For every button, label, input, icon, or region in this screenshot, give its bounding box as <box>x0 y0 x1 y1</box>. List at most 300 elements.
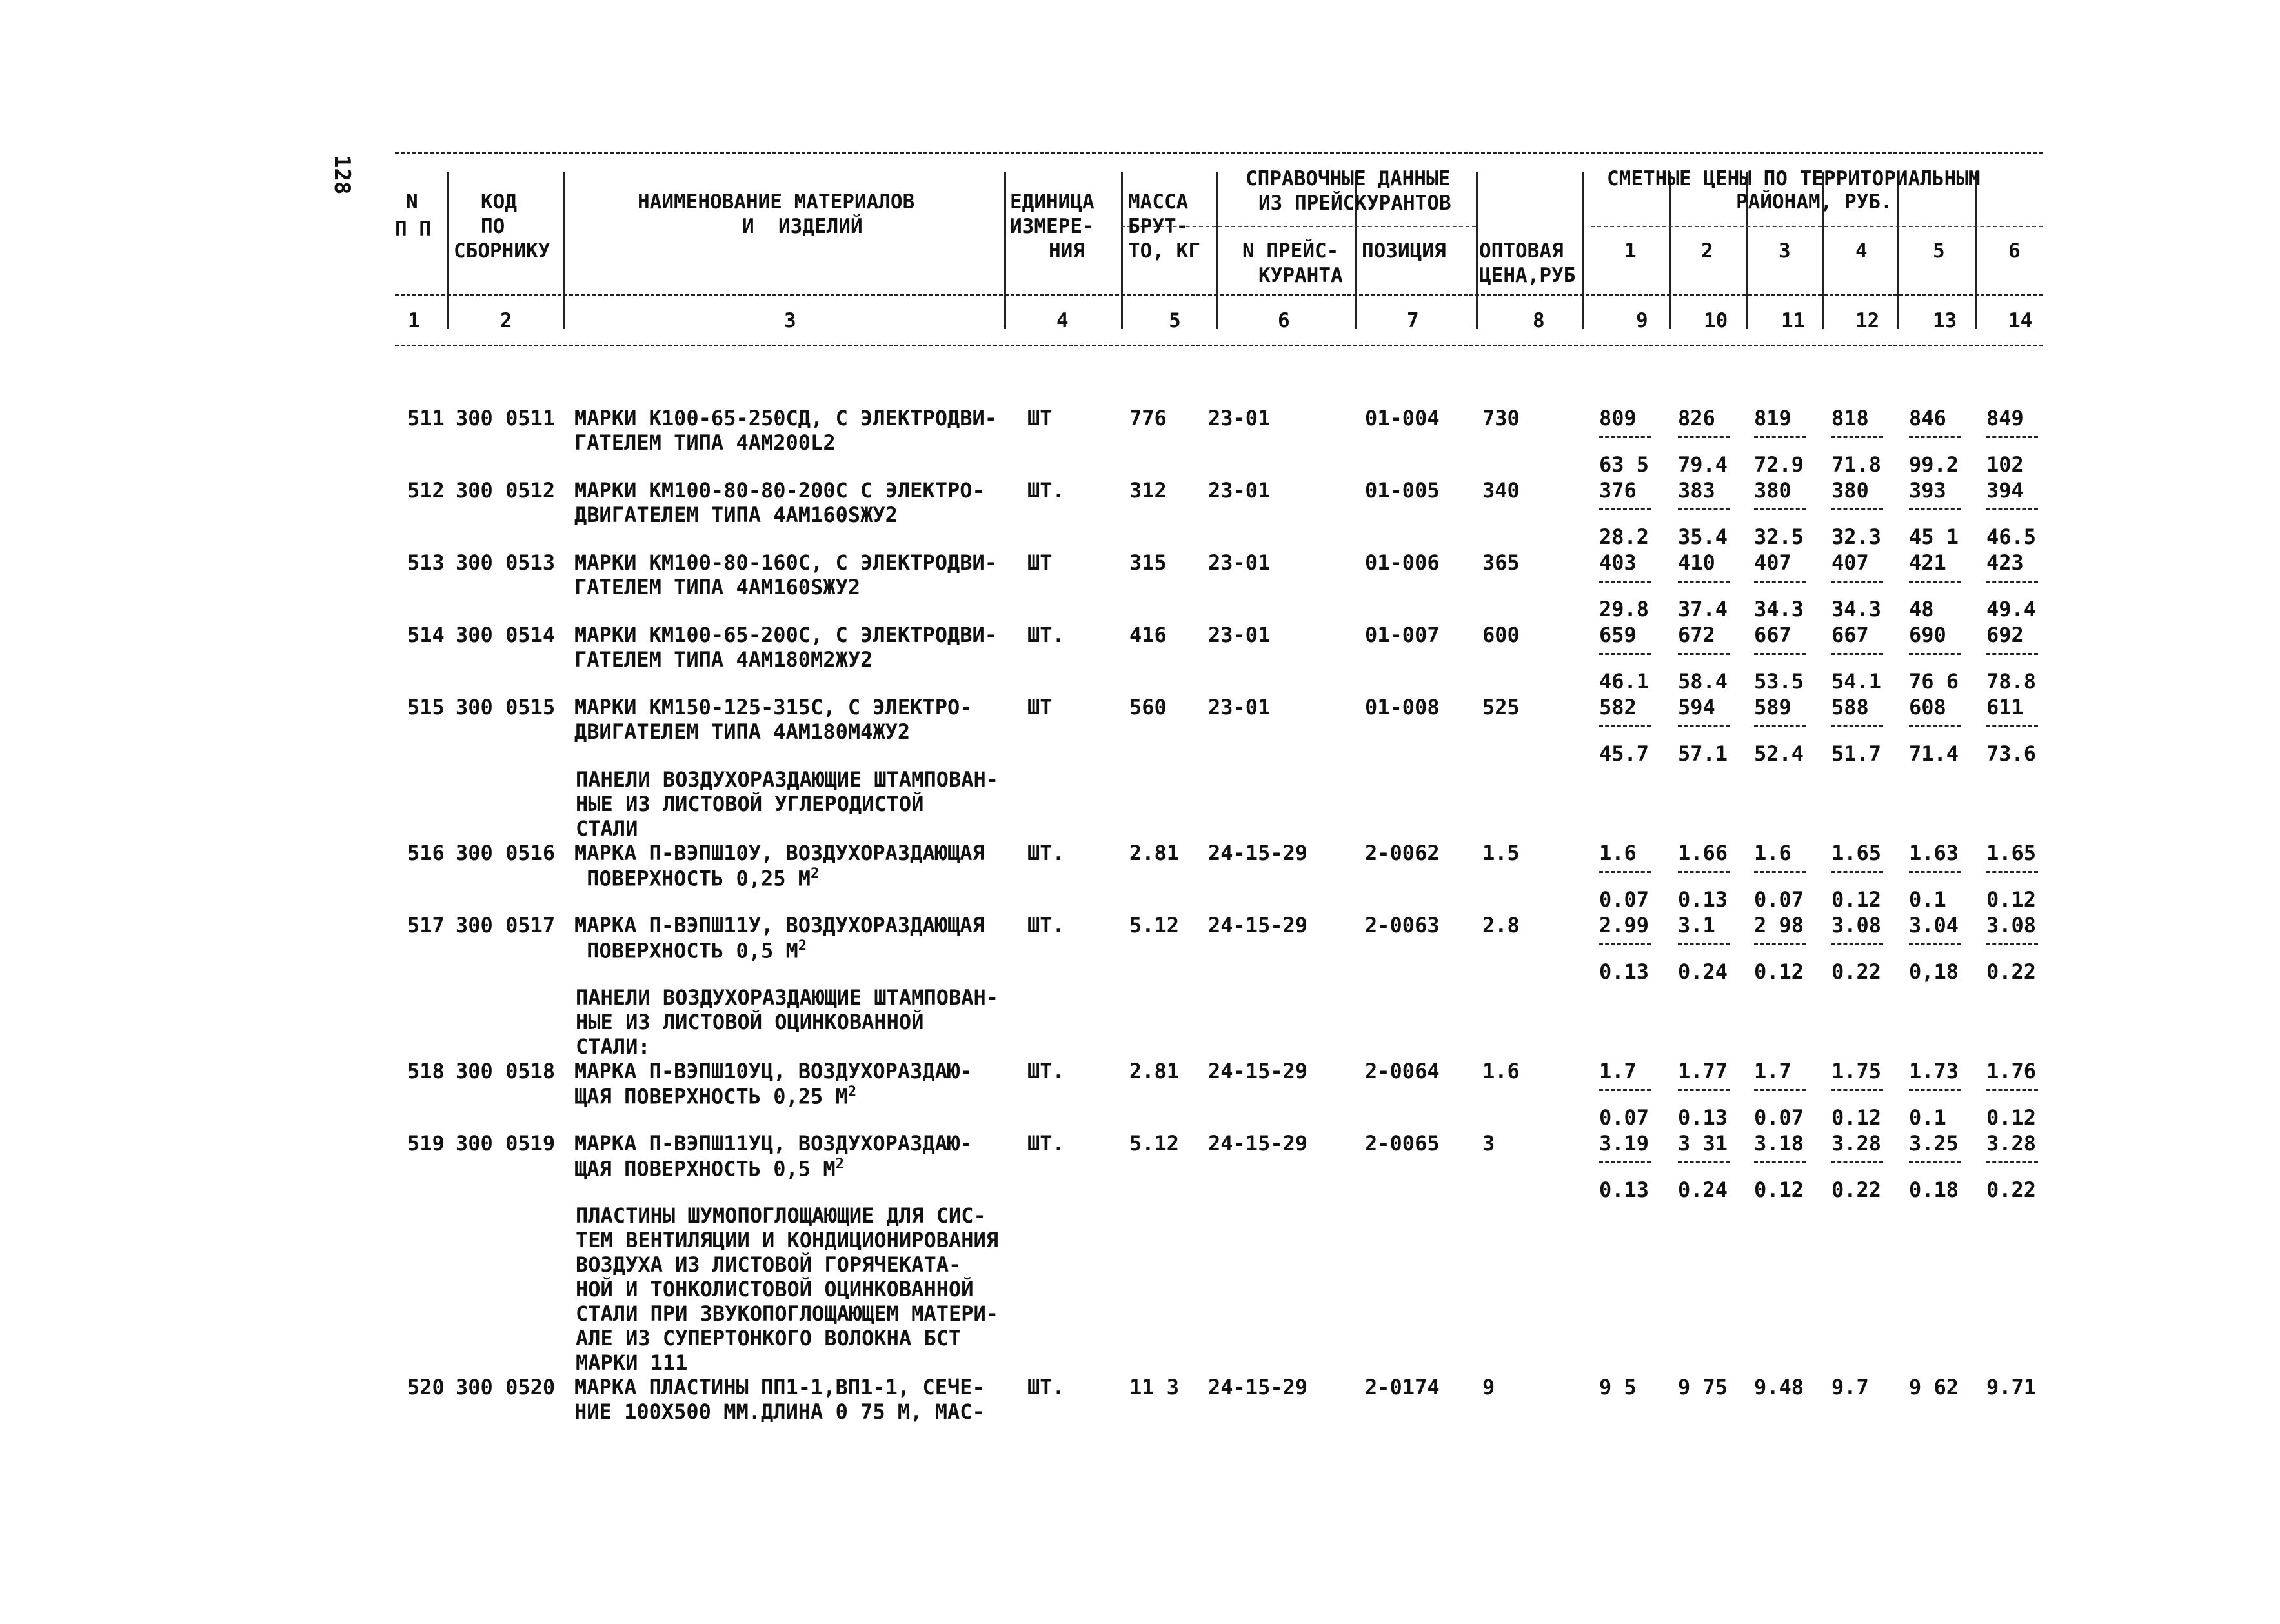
row-name-line: ГАТЕЛЕМ ТИПА 4АМ160SЖУ2 <box>574 575 861 599</box>
row-district-1-price: 1.7 <box>1599 1059 1637 1083</box>
header-price-list-label-2: КУРАНТА <box>1258 264 1343 287</box>
row-district-5-wage: 99.2 <box>1909 452 1959 477</box>
header-code-label-3: СБОРНИКУ <box>454 239 550 263</box>
fraction-bar <box>1831 943 1883 945</box>
header-district-5: 5 <box>1933 239 1945 263</box>
header-district-2: 2 <box>1701 239 1713 263</box>
row-position: 01-005 <box>1365 478 1440 503</box>
section-heading-line: АЛЕ ИЗ СУПЕРТОНКОГО ВОЛОКНА БСТ <box>576 1326 962 1350</box>
header-estimate-group-label: СМЕТНЫЕ ЦЕНЫ ПО ТЕРРИТОРИАЛЬНЫМ <box>1607 167 1981 190</box>
section-heading-line: НОЙ И ТОНКОЛИСТОВОЙ ОЦИНКОВАННОЙ <box>576 1277 974 1301</box>
row-name-line: МАРКИ КМ100-80-80-200С С ЭЛЕКТРО- <box>574 478 985 503</box>
row-number: 514 <box>407 623 445 647</box>
fraction-bar <box>1831 508 1883 510</box>
row-district-2-price: 3.1 <box>1678 913 1715 937</box>
row-mass: 776 <box>1129 406 1167 430</box>
row-district-3-wage: 52.4 <box>1754 741 1804 766</box>
row-number: 511 <box>407 406 445 430</box>
row-district-2-price: 594 <box>1678 695 1715 719</box>
header-price-list-label: N ПРЕЙС- <box>1242 239 1339 263</box>
row-district-2-wage: 58.4 <box>1678 669 1728 694</box>
section-heading-line: СТАЛИ: <box>576 1034 651 1059</box>
column-separator <box>1975 172 1977 329</box>
row-wholesale: 1.6 <box>1482 1059 1520 1083</box>
row-district-1-wage: 63 5 <box>1599 452 1649 477</box>
row-wholesale: 730 <box>1482 406 1520 430</box>
row-district-6-price: 1.65 <box>1986 841 2037 865</box>
row-number: 515 <box>407 695 445 719</box>
row-district-3-wage: 34.3 <box>1754 597 1804 621</box>
header-unit-label: ЕДИНИЦА <box>1010 190 1095 214</box>
row-name-line: МАРКА П-ВЭПШ10УЦ, ВОЗДУХОРАЗДАЮ- <box>574 1059 973 1083</box>
row-district-5-price: 846 <box>1909 406 1946 430</box>
header-ref-group-label: СПРАВОЧНЫЕ ДАННЫЕ <box>1246 167 1451 190</box>
fraction-bar <box>1831 1089 1883 1091</box>
header-column-number-rule <box>395 294 2043 296</box>
fraction-bar <box>1909 871 1961 873</box>
fraction-bar <box>1678 1089 1730 1091</box>
row-unit: ШТ <box>1027 550 1053 575</box>
header-column-number-6: 6 <box>1278 309 1290 332</box>
row-district-2-wage: 0.24 <box>1678 959 1728 984</box>
row-district-5-wage: 0,18 <box>1909 959 1959 984</box>
row-district-2-wage: 79.4 <box>1678 452 1728 477</box>
row-district-4-wage: 51.7 <box>1831 741 1882 766</box>
row-price-list: 24-15-29 <box>1208 913 1308 937</box>
row-price-list: 23-01 <box>1208 478 1271 503</box>
ref-group-rule <box>1218 226 1476 227</box>
column-separator <box>447 172 449 329</box>
row-district-2-price: 1.66 <box>1678 841 1728 865</box>
row-district-1-price: 3.19 <box>1599 1131 1649 1156</box>
row-name-line: МАРКИ КМ100-65-200С, С ЭЛЕКТРОДВИ- <box>574 623 998 647</box>
row-district-4-wage: 34.3 <box>1831 597 1882 621</box>
header-column-number-8: 8 <box>1533 309 1545 332</box>
row-district-1-wage: 29.8 <box>1599 597 1649 621</box>
column-separator <box>1897 172 1899 329</box>
row-number: 519 <box>407 1131 445 1156</box>
row-district-4-price: 9.7 <box>1831 1375 1869 1399</box>
header-estimate-group-label-2: РАЙОНАМ, РУБ. <box>1736 190 1893 214</box>
row-district-1-price: 582 <box>1599 695 1637 719</box>
row-district-2-price: 9 75 <box>1678 1375 1728 1399</box>
row-mass: 5.12 <box>1129 1131 1180 1156</box>
row-district-5-wage: 0.1 <box>1909 887 1946 912</box>
header-district-6: 6 <box>2008 239 2021 263</box>
section-heading-line: СТАЛИ <box>576 816 638 841</box>
fraction-bar <box>1678 1161 1730 1163</box>
row-name-line: МАРКИ КМ100-80-160С, С ЭЛЕКТРОДВИ- <box>574 550 998 575</box>
row-district-3-price: 1.7 <box>1754 1059 1791 1083</box>
header-ref-group-label-2: ИЗ ПРЕЙСКУРАНТОВ <box>1258 192 1451 215</box>
row-district-5-wage: 48 <box>1909 597 1934 621</box>
row-district-1-wage: 0.07 <box>1599 887 1649 912</box>
row-wholesale: 365 <box>1482 550 1520 575</box>
row-district-1-wage: 0.07 <box>1599 1105 1649 1130</box>
row-price-list: 23-01 <box>1208 406 1271 430</box>
header-mass-label-3: ТО, КГ <box>1128 239 1200 263</box>
header-column-number-12: 12 <box>1855 309 1880 332</box>
row-district-6-price: 1.76 <box>1986 1059 2037 1083</box>
row-district-3-wage: 32.5 <box>1754 525 1804 549</box>
row-district-5-price: 3.25 <box>1909 1131 1959 1156</box>
row-district-2-wage: 57.1 <box>1678 741 1728 766</box>
row-name-line: МАРКА ПЛАСТИНЫ ПП1-1,ВП1-1, СЕЧЕ- <box>574 1375 985 1399</box>
row-district-6-wage: 0.12 <box>1986 1105 2037 1130</box>
fraction-bar <box>1831 581 1883 583</box>
row-district-3-wage: 0.07 <box>1754 887 1804 912</box>
row-position: 01-006 <box>1365 550 1440 575</box>
row-district-6-wage: 0.12 <box>1986 887 2037 912</box>
row-district-6-wage: 49.4 <box>1986 597 2037 621</box>
header-district-4: 4 <box>1855 239 1868 263</box>
header-column-number-10: 10 <box>1704 309 1728 332</box>
section-heading-line: НЫЕ ИЗ ЛИСТОВОЙ ОЦИНКОВАННОЙ <box>576 1010 924 1034</box>
header-code-label: КОД <box>481 190 517 214</box>
header-wholesale-label-2: ЦЕНА,РУБ <box>1479 264 1576 287</box>
fraction-bar <box>1754 871 1806 873</box>
row-mass: 11 3 <box>1129 1375 1180 1399</box>
row-unit: ШТ. <box>1027 623 1065 647</box>
fraction-bar <box>1986 581 2038 583</box>
fraction-bar <box>1754 1089 1806 1091</box>
row-wholesale: 3 <box>1482 1131 1495 1156</box>
row-district-4-wage: 54.1 <box>1831 669 1882 694</box>
row-price-list: 24-15-29 <box>1208 841 1308 865</box>
row-district-6-price: 849 <box>1986 406 2024 430</box>
row-district-2-price: 672 <box>1678 623 1715 647</box>
row-district-6-price: 423 <box>1986 550 2024 575</box>
row-district-5-price: 393 <box>1909 478 1946 503</box>
fraction-bar <box>1678 943 1730 945</box>
header-nn-label: П П <box>395 217 431 241</box>
header-bottom-rule <box>395 345 2043 346</box>
row-district-6-price: 9.71 <box>1986 1375 2037 1399</box>
header-column-number-7: 7 <box>1407 309 1419 332</box>
row-district-1-wage: 0.13 <box>1599 959 1649 984</box>
fraction-bar <box>1599 653 1651 655</box>
row-district-4-wage: 0.22 <box>1831 1178 1882 1202</box>
row-district-1-wage: 45.7 <box>1599 741 1649 766</box>
row-code: 300 0515 <box>456 695 556 719</box>
fraction-bar <box>1754 1161 1806 1163</box>
fraction-bar <box>1909 581 1961 583</box>
unit-exponent: 2 <box>835 1156 844 1172</box>
row-district-4-price: 818 <box>1831 406 1869 430</box>
row-position: 01-007 <box>1365 623 1440 647</box>
column-separator <box>1121 172 1123 329</box>
row-name-line: ГАТЕЛЕМ ТИПА 4АМ200L2 <box>574 430 836 455</box>
row-district-2-wage: 0.13 <box>1678 1105 1728 1130</box>
fraction-bar <box>1986 508 2038 510</box>
row-position: 2-0064 <box>1365 1059 1440 1083</box>
row-district-3-wage: 0.12 <box>1754 959 1804 984</box>
row-mass: 315 <box>1129 550 1167 575</box>
row-name-line: МАРКА П-ВЭПШ11У, ВОЗДУХОРАЗДАЮЩАЯ <box>574 913 985 937</box>
page-number: 128 <box>329 155 355 195</box>
unit-exponent: 2 <box>798 938 807 954</box>
row-wholesale: 525 <box>1482 695 1520 719</box>
row-district-6-wage: 0.22 <box>1986 959 2037 984</box>
fraction-bar <box>1986 1089 2038 1091</box>
row-position: 01-004 <box>1365 406 1440 430</box>
header-code-label-2: ПО <box>481 215 505 238</box>
row-name-line: МАРКИ КМ150-125-315С, С ЭЛЕКТРО- <box>574 695 973 719</box>
fraction-bar <box>1599 871 1651 873</box>
fraction-bar <box>1909 1161 1961 1163</box>
fraction-bar <box>1986 1161 2038 1163</box>
row-district-6-wage: 73.6 <box>1986 741 2037 766</box>
row-name-line: НИЕ 100Х500 ММ.ДЛИНА 0 75 М, МАС- <box>574 1399 985 1424</box>
row-district-4-price: 1.65 <box>1831 841 1882 865</box>
column-separator <box>1476 172 1478 329</box>
row-number: 517 <box>407 913 445 937</box>
row-price-list: 23-01 <box>1208 550 1271 575</box>
fraction-bar <box>1599 943 1651 945</box>
row-name-line: ПОВЕРХНОСТЬ 0,5 $М^2$ <box>574 938 807 963</box>
row-name-line: ДВИГАТЕЛЕМ ТИПА 4АМ180М4ЖУ2 <box>574 719 911 744</box>
row-position: 2-0065 <box>1365 1131 1440 1156</box>
row-code: 300 0518 <box>456 1059 556 1083</box>
row-district-2-wage: 37.4 <box>1678 597 1728 621</box>
header-unit-label-3: НИЯ <box>1049 239 1085 263</box>
fraction-bar <box>1986 653 2038 655</box>
estimate-group-rule <box>1591 226 2043 227</box>
row-name-line: ГАТЕЛЕМ ТИПА 4АМ180М2ЖУ2 <box>574 647 873 672</box>
row-unit: ШТ. <box>1027 478 1065 503</box>
row-district-5-price: 1.63 <box>1909 841 1959 865</box>
row-name-line: ДВИГАТЕЛЕМ ТИПА 4АМ160SЖУ2 <box>574 503 898 527</box>
header-column-number-13: 13 <box>1933 309 1957 332</box>
row-unit: ШТ. <box>1027 913 1065 937</box>
header-column-number-5: 5 <box>1169 309 1181 332</box>
row-district-3-wage: 53.5 <box>1754 669 1804 694</box>
row-district-1-wage: 46.1 <box>1599 669 1649 694</box>
fraction-bar <box>1831 871 1883 873</box>
row-code: 300 0511 <box>456 406 556 430</box>
row-mass: 416 <box>1129 623 1167 647</box>
row-district-3-price: 1.6 <box>1754 841 1791 865</box>
row-district-4-price: 380 <box>1831 478 1869 503</box>
row-district-3-price: 667 <box>1754 623 1791 647</box>
row-unit: ШТ. <box>1027 1375 1065 1399</box>
row-price-list: 24-15-29 <box>1208 1375 1308 1399</box>
column-separator <box>563 172 565 329</box>
row-mass: 2.81 <box>1129 1059 1180 1083</box>
row-mass: 560 <box>1129 695 1167 719</box>
row-district-1-price: 403 <box>1599 550 1637 575</box>
fraction-bar <box>1986 943 2038 945</box>
row-district-5-wage: 45 1 <box>1909 525 1959 549</box>
fraction-bar <box>1909 1089 1961 1091</box>
row-district-1-price: 1.6 <box>1599 841 1637 865</box>
row-district-5-price: 9 62 <box>1909 1375 1959 1399</box>
row-position: 2-0174 <box>1365 1375 1440 1399</box>
row-district-6-wage: 46.5 <box>1986 525 2037 549</box>
column-separator <box>1004 172 1006 329</box>
row-district-6-wage: 78.8 <box>1986 669 2037 694</box>
row-district-3-price: 2 98 <box>1754 913 1804 937</box>
fraction-bar <box>1678 871 1730 873</box>
row-district-1-price: 376 <box>1599 478 1637 503</box>
row-district-5-price: 608 <box>1909 695 1946 719</box>
header-column-number-9: 9 <box>1636 309 1648 332</box>
row-district-5-price: 3.04 <box>1909 913 1959 937</box>
row-district-3-wage: 0.12 <box>1754 1178 1804 1202</box>
section-heading-line: ВОЗДУХА ИЗ ЛИСТОВОЙ ГОРЯЧЕКАТА- <box>576 1252 962 1277</box>
section-heading-line: ТЕМ ВЕНТИЛЯЦИИ И КОНДИЦИОНИРОВАНИЯ <box>576 1228 999 1252</box>
row-name-line: ПОВЕРХНОСТЬ 0,25 $М^2$ <box>574 866 820 891</box>
row-wholesale: 9 <box>1482 1375 1495 1399</box>
row-code: 300 0519 <box>456 1131 556 1156</box>
fraction-bar <box>1909 508 1961 510</box>
fraction-bar <box>1754 943 1806 945</box>
fraction-bar <box>1909 653 1961 655</box>
row-number: 516 <box>407 841 445 865</box>
row-price-list: 23-01 <box>1208 623 1271 647</box>
row-position: 2-0063 <box>1365 913 1440 937</box>
section-heading-line: ПАНЕЛИ ВОЗДУХОРАЗДАЮЩИЕ ШТАМПОВАН- <box>576 767 999 792</box>
fraction-bar <box>1678 436 1730 438</box>
row-district-5-wage: 71.4 <box>1909 741 1959 766</box>
row-district-1-price: 809 <box>1599 406 1637 430</box>
row-district-1-price: 659 <box>1599 623 1637 647</box>
section-heading-line: ПАНЕЛИ ВОЗДУХОРАЗДАЮЩИЕ ШТАМПОВАН- <box>576 985 999 1010</box>
row-district-4-price: 588 <box>1831 695 1869 719</box>
row-district-5-price: 421 <box>1909 550 1946 575</box>
row-wholesale: 2.8 <box>1482 913 1520 937</box>
header-top-rule <box>395 152 2043 154</box>
row-unit: ШТ <box>1027 695 1053 719</box>
fraction-bar <box>1678 725 1730 727</box>
row-number: 513 <box>407 550 445 575</box>
row-district-2-price: 3 31 <box>1678 1131 1728 1156</box>
row-district-2-wage: 35.4 <box>1678 525 1728 549</box>
row-district-2-price: 410 <box>1678 550 1715 575</box>
unit-exponent: 2 <box>847 1084 857 1100</box>
fraction-bar <box>1599 436 1651 438</box>
header-column-number-14: 14 <box>2008 309 2033 332</box>
row-district-4-price: 1.75 <box>1831 1059 1882 1083</box>
row-number: 512 <box>407 478 445 503</box>
row-district-5-wage: 0.18 <box>1909 1178 1959 1202</box>
row-unit: ШТ. <box>1027 1131 1065 1156</box>
row-number: 520 <box>407 1375 445 1399</box>
fraction-bar <box>1754 653 1806 655</box>
row-wholesale: 600 <box>1482 623 1520 647</box>
fraction-bar <box>1986 871 2038 873</box>
header-column-number-2: 2 <box>500 309 512 332</box>
row-code: 300 0512 <box>456 478 556 503</box>
fraction-bar <box>1754 508 1806 510</box>
unit-exponent: 2 <box>811 866 820 882</box>
row-name-line: МАРКИ К100-65-250СД, С ЭЛЕКТРОДВИ- <box>574 406 998 430</box>
row-district-4-wage: 32.3 <box>1831 525 1882 549</box>
row-name-line: ЩАЯ ПОВЕРХНОСТЬ 0,5 $М^2$ <box>574 1156 844 1181</box>
row-code: 300 0513 <box>456 550 556 575</box>
row-district-3-price: 3.18 <box>1754 1131 1804 1156</box>
row-district-4-wage: 0.12 <box>1831 1105 1882 1130</box>
row-wholesale: 340 <box>1482 478 1520 503</box>
row-code: 300 0520 <box>456 1375 556 1399</box>
row-district-1-wage: 0.13 <box>1599 1178 1649 1202</box>
fraction-bar <box>1831 436 1883 438</box>
row-district-3-wage: 72.9 <box>1754 452 1804 477</box>
header-mass-label-2: БРУТ- <box>1128 215 1189 238</box>
row-district-6-price: 3.28 <box>1986 1131 2037 1156</box>
row-district-2-wage: 0.13 <box>1678 887 1728 912</box>
fraction-bar <box>1831 653 1883 655</box>
row-district-1-wage: 28.2 <box>1599 525 1649 549</box>
fraction-bar <box>1754 436 1806 438</box>
row-district-4-wage: 0.22 <box>1831 959 1882 984</box>
row-code: 300 0516 <box>456 841 556 865</box>
row-district-4-price: 3.28 <box>1831 1131 1882 1156</box>
header-n-label: N <box>406 190 418 214</box>
header-column-number-11: 11 <box>1781 309 1806 332</box>
row-price-list: 24-15-29 <box>1208 1131 1308 1156</box>
row-district-1-price: 2.99 <box>1599 913 1649 937</box>
row-district-6-price: 692 <box>1986 623 2024 647</box>
row-district-4-price: 3.08 <box>1831 913 1882 937</box>
fraction-bar <box>1831 1161 1883 1163</box>
row-district-4-price: 667 <box>1831 623 1869 647</box>
row-mass: 312 <box>1129 478 1167 503</box>
section-heading-line: МАРКИ 111 <box>576 1350 688 1375</box>
section-heading-line: НЫЕ ИЗ ЛИСТОВОЙ УГЛЕРОДИСТОЙ <box>576 792 924 816</box>
row-price-list: 24-15-29 <box>1208 1059 1308 1083</box>
row-district-4-price: 407 <box>1831 550 1869 575</box>
row-unit: ШТ <box>1027 406 1053 430</box>
row-unit: ШТ. <box>1027 841 1065 865</box>
column-separator <box>1582 172 1584 329</box>
column-separator <box>1669 172 1671 329</box>
row-mass: 2.81 <box>1129 841 1180 865</box>
row-district-2-price: 826 <box>1678 406 1715 430</box>
row-district-6-wage: 102 <box>1986 452 2024 477</box>
row-unit: ШТ. <box>1027 1059 1065 1083</box>
row-district-3-wage: 0.07 <box>1754 1105 1804 1130</box>
fraction-bar <box>1754 725 1806 727</box>
header-name-label: НАИМЕНОВАНИЕ МАТЕРИАЛОВ <box>638 190 915 214</box>
row-district-5-wage: 76 6 <box>1909 669 1959 694</box>
row-district-3-price: 819 <box>1754 406 1791 430</box>
row-district-6-price: 394 <box>1986 478 2024 503</box>
row-district-6-price: 3.08 <box>1986 913 2037 937</box>
row-name-line: ЩАЯ ПОВЕРХНОСТЬ 0,25 $М^2$ <box>574 1084 857 1109</box>
fraction-bar <box>1599 508 1651 510</box>
fraction-bar <box>1599 725 1651 727</box>
header-district-3: 3 <box>1779 239 1791 263</box>
fraction-bar <box>1909 725 1961 727</box>
row-name-line: МАРКА П-ВЭПШ10У, ВОЗДУХОРАЗДАЮЩАЯ <box>574 841 985 865</box>
row-price-list: 23-01 <box>1208 695 1271 719</box>
row-district-2-wage: 0.24 <box>1678 1178 1728 1202</box>
row-district-1-price: 9 5 <box>1599 1375 1637 1399</box>
fraction-bar <box>1678 581 1730 583</box>
row-district-6-wage: 0.22 <box>1986 1178 2037 1202</box>
row-district-2-price: 383 <box>1678 478 1715 503</box>
row-district-3-price: 589 <box>1754 695 1791 719</box>
row-district-6-price: 611 <box>1986 695 2024 719</box>
row-position: 2-0062 <box>1365 841 1440 865</box>
fraction-bar <box>1986 725 2038 727</box>
header-column-number-4: 4 <box>1056 309 1069 332</box>
row-position: 01-008 <box>1365 695 1440 719</box>
fraction-bar <box>1678 653 1730 655</box>
header-district-1: 1 <box>1624 239 1637 263</box>
header-name-label-2: И ИЗДЕЛИЙ <box>742 215 863 238</box>
